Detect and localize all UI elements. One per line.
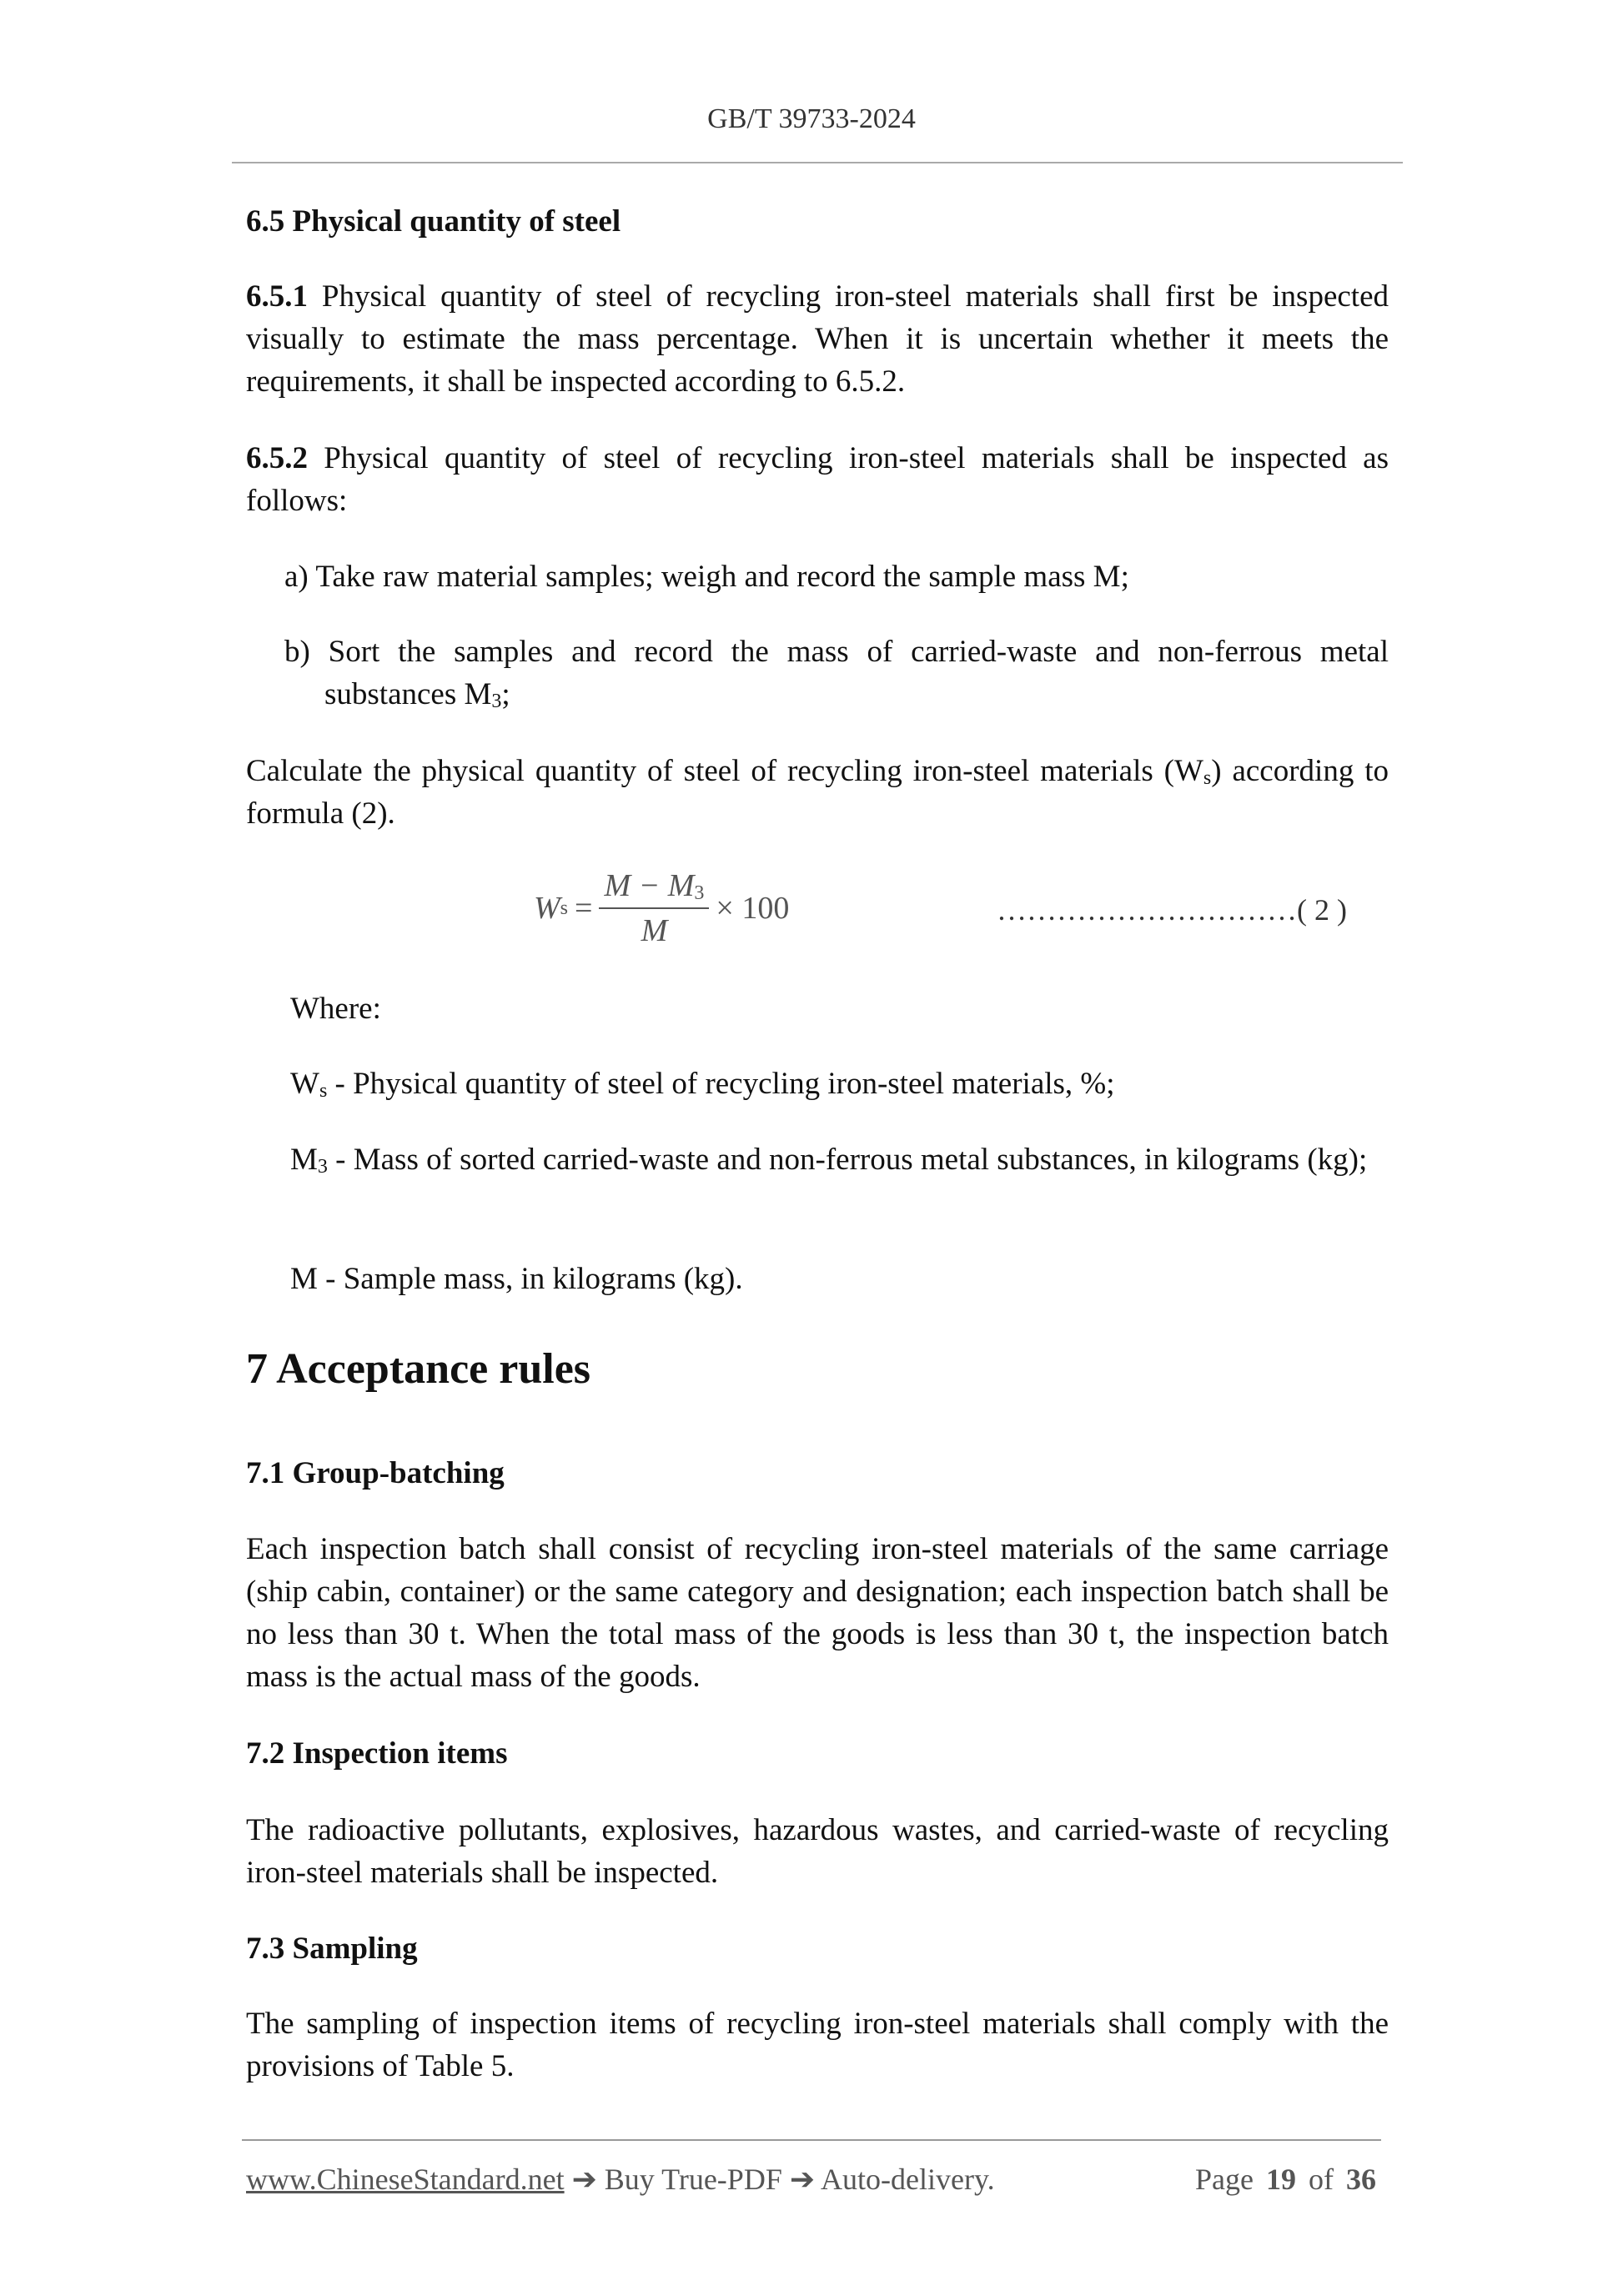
multiplier: × 100 bbox=[716, 891, 790, 926]
paragraph-6-5-2 bbox=[246, 437, 1389, 522]
denominator: M bbox=[641, 913, 668, 948]
paragraph-7-1: Each inspection batch shall consist of recycling iron-steel materials of the same carriage (ship cabin, container) or the same category and designation; each inspection batch shall be no less than 30 t. When the total mass of the goods is less than 30 t, the inspection batch mass is the actual mass of the goods. bbox=[246, 1532, 1389, 1694]
symbol: M bbox=[290, 1143, 318, 1177]
total-pages: 36 bbox=[1346, 2163, 1376, 2196]
footer-divider bbox=[242, 2139, 1381, 2141]
fraction bbox=[599, 867, 709, 949]
paragraph-7-2: The radioactive pollutants, explosives, hazardous wastes, and carried-waste of recycling iron-steel materials shall be inspected. bbox=[246, 1813, 1389, 1890]
subscript: s bbox=[319, 1080, 328, 1102]
subscript: 3 bbox=[694, 882, 705, 904]
paragraph-text: Physical quantity of steel of recycling iron-steel materials shall be inspected as follows: bbox=[246, 441, 1389, 518]
definition-ws bbox=[290, 1063, 1389, 1105]
definition-m3 bbox=[290, 1138, 1389, 1181]
document-header: GB/T 39733-2024 bbox=[707, 103, 916, 134]
clause-number: 6.5.1 bbox=[246, 279, 308, 314]
page-indicator bbox=[1184, 2162, 1376, 2197]
formula-lhs: W bbox=[534, 891, 560, 926]
section-7-1-heading: 7.1 Group-batching bbox=[246, 1456, 505, 1490]
of-label: of bbox=[1309, 2163, 1334, 2196]
section-6-5-heading: 6.5 Physical quantity of steel bbox=[246, 204, 621, 239]
formula-2: W s = $\frac{M - M_3}{M}$ × 100 bbox=[534, 868, 790, 948]
paragraph-text: Physical quantity of steel of recycling iron-steel materials shall first be inspected visually to estimate the mass percentage. When it is uncertain whether it meets the requirements, it shall be inspected according to 6.5.2. bbox=[246, 279, 1389, 399]
subscript: 3 bbox=[491, 691, 502, 712]
section-7-2-heading: 7.2 Inspection items bbox=[246, 1736, 508, 1771]
paragraph-text: ) according to formula (2). bbox=[246, 754, 1389, 831]
calculation-paragraph bbox=[246, 750, 1389, 835]
list-item-a: a) Take raw material samples; weigh and record the sample mass M; bbox=[284, 560, 1129, 594]
footer-text: ➔ Buy True-PDF ➔ Auto-delivery. bbox=[564, 2163, 995, 2196]
website-link[interactable]: www.ChineseStandard.net bbox=[246, 2163, 565, 2196]
subscript: 3 bbox=[317, 1156, 328, 1178]
definition-text: - Mass of sorted carried-waste and non-ferrous metal substances, in kilograms (kg); bbox=[327, 1143, 1368, 1177]
current-page: 19 bbox=[1266, 2163, 1296, 2196]
list-item-b bbox=[284, 631, 1389, 716]
clause-number: 6.5.2 bbox=[246, 441, 308, 475]
header-divider bbox=[232, 162, 1403, 163]
symbol: W bbox=[290, 1067, 319, 1101]
list-item-text: b) Sort the samples and record the mass of carried-waste and non-ferrous metal substances M bbox=[284, 635, 1389, 711]
subscript: s bbox=[1203, 767, 1212, 789]
definition-m: M - Sample mass, in kilograms (kg). bbox=[290, 1262, 743, 1296]
paragraph-7-3: The sampling of inspection items of recycling iron-steel materials shall comply with the provisions of Table 5. bbox=[246, 2007, 1389, 2083]
section-7-heading: 7 Acceptance rules bbox=[246, 1345, 591, 1393]
page-label: Page bbox=[1195, 2163, 1254, 2196]
where-label: Where: bbox=[290, 992, 381, 1026]
list-item-text: ; bbox=[501, 677, 510, 711]
section-7-3-heading: 7.3 Sampling bbox=[246, 1932, 418, 1966]
numerator bbox=[599, 867, 709, 909]
paragraph-text: Calculate the physical quantity of steel of recycling iron-steel materials (W bbox=[246, 754, 1203, 788]
paragraph-6-5-1 bbox=[246, 275, 1389, 403]
equation-number: …………………………( 2 ) bbox=[997, 893, 1347, 927]
footer-promo bbox=[246, 2162, 995, 2197]
numerator-text: M − M bbox=[604, 868, 695, 903]
equals-sign: = bbox=[575, 891, 593, 926]
definition-text: - Physical quantity of steel of recycling iron-steel materials, %; bbox=[327, 1067, 1115, 1101]
